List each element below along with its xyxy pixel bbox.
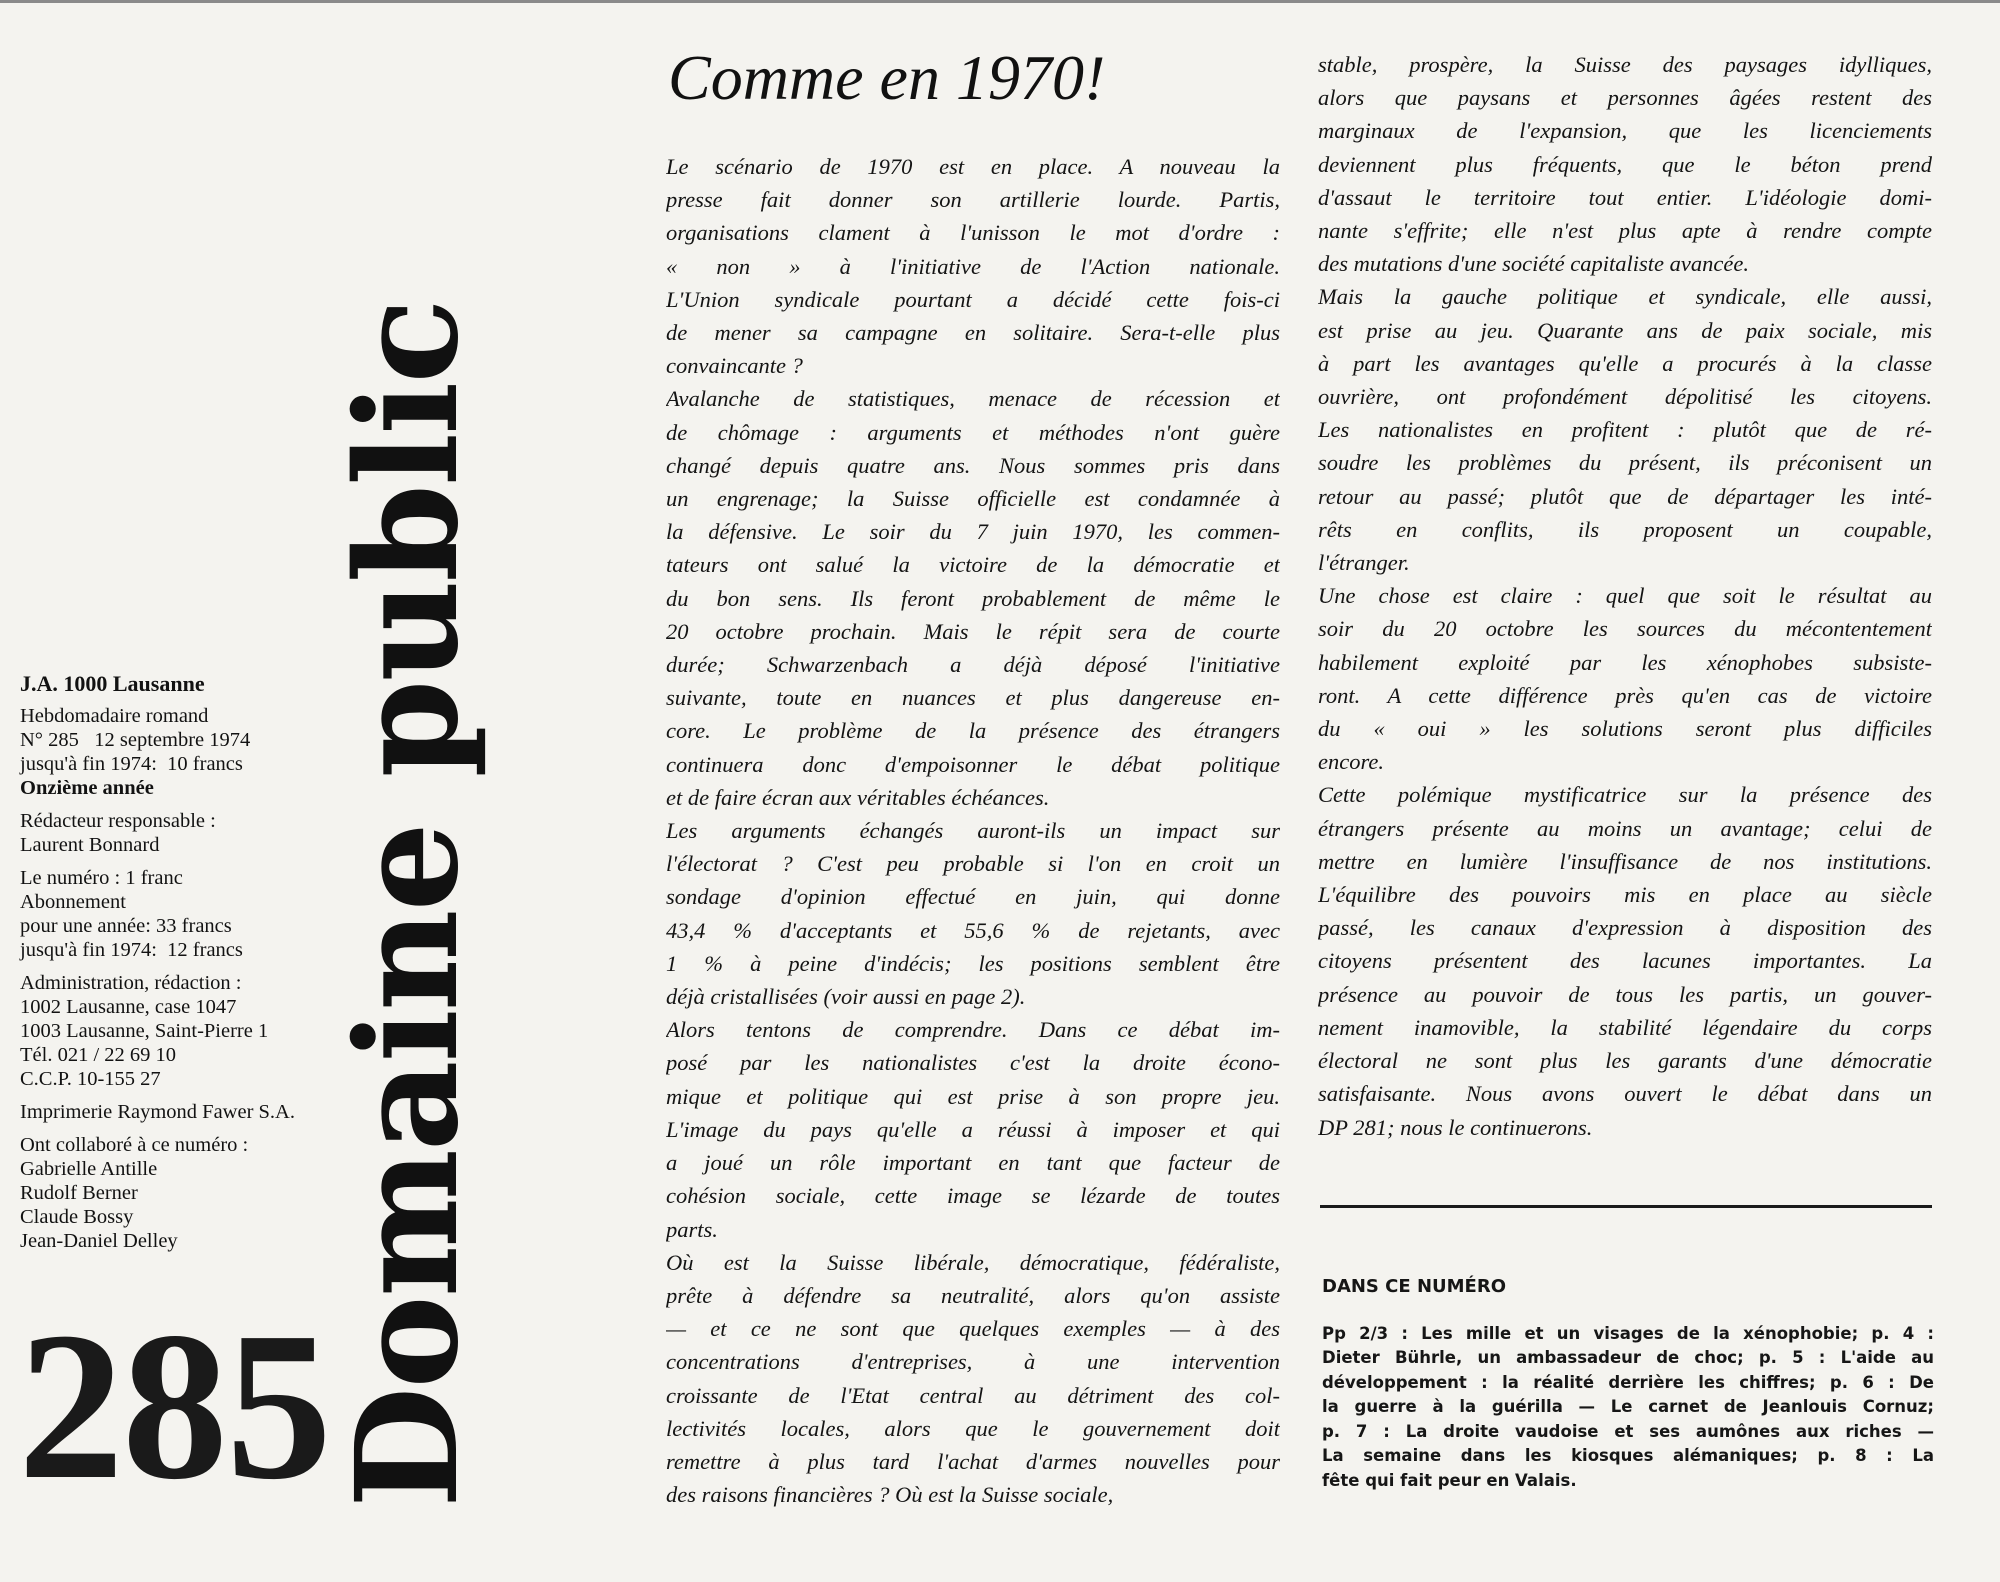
publication-line: Onzième année (20, 777, 154, 799)
article-line: retour au passé; plutôt que de départager les inté- (1318, 483, 1932, 509)
article-line: du « oui » les solutions seront plus difficiles (1318, 716, 1932, 742)
masthead-title: Domaine public (326, 300, 490, 1508)
article-line: mettre en lumière l'insuffisance de nos institutions. (1318, 848, 1932, 874)
article-line: concentrations d'entreprises, à une intervention (666, 1349, 1280, 1375)
article-line: core. Le problème de la présence des étrangers (666, 718, 1280, 744)
article-line: marginaux de l'expansion, que les licenciements (1318, 118, 1932, 144)
article-line: — et ce ne sont que quelques exemples — à des (666, 1316, 1280, 1342)
article-line: d'assaut le territoire tout entier. L'idéologie domi- (1318, 184, 1932, 210)
collaborator-name: Rudolf Berner (20, 1182, 138, 1204)
article-line: Une chose est claire : quel que soit le résultat au (1318, 583, 1932, 609)
collaborator-name: Gabrielle Antille (20, 1158, 158, 1180)
collaborator-name: Jean-Daniel Delley (20, 1230, 178, 1252)
article-line: tateurs ont salué la victoire de la démocratie et (666, 552, 1280, 578)
issue-number: 285 (18, 1288, 330, 1523)
section-divider (1320, 1205, 1932, 1208)
article-line: Les arguments échangés auront-ils un impact sur (666, 818, 1280, 844)
address-line: 1002 Lausanne, case 1047 (20, 996, 237, 1018)
publication-line: N° 285 12 septembre 1974 (20, 729, 251, 751)
article-line: croissante de l'Etat central au détriment des col- (666, 1382, 1280, 1408)
article-line: à part les avantages qu'elle a procurés à la classe (1318, 350, 1932, 376)
article-line: ront. A cette différence près qu'en cas de victoire (1318, 682, 1932, 708)
contents-title: DANS CE NUMÉRO (1322, 1276, 1506, 1297)
article-line: Alors tentons de comprendre. Dans ce débat im- (666, 1017, 1280, 1043)
price-line: Le numéro : 1 franc (20, 867, 183, 889)
article-line: du bon sens. Ils feront probablement de même le (666, 585, 1280, 611)
article-line: lectivités locales, alors que le gouvernement doit (666, 1415, 1280, 1441)
price-line: pour une année: 33 francs (20, 915, 232, 937)
article-line: et de faire écran aux véritables échéances. (666, 784, 1050, 810)
article-line: parts. (666, 1216, 718, 1242)
contents-line: fête qui fait peur en Valais. (1322, 1470, 1577, 1490)
article-line: prête à défendre sa neutralité, alors qu'on assiste (666, 1282, 1280, 1308)
article-line: habilement exploité par les xénophobes subsiste- (1318, 649, 1932, 675)
contents-line: Pp 2/3 : Les mille et un visages de la xénophobie; p. 4 : (1322, 1323, 1934, 1343)
article-line: déjà cristallisées (voir aussi en page 2). (666, 984, 1026, 1010)
article-line: nante s'effrite; elle n'est plus apte à rendre compte (1318, 218, 1932, 244)
article-line: 43,4 % d'acceptants et 55,6 % de rejetants, avec (666, 917, 1280, 943)
article-line: Avalanche de statistiques, menace de récession et (666, 386, 1280, 412)
article-line: DP 281; nous le continuerons. (1318, 1114, 1593, 1140)
article-line: L'Union syndicale pourtant a décidé cette fois-ci (666, 286, 1280, 312)
printer-info: Imprimerie Raymond Fawer S.A. (20, 1101, 295, 1123)
address-line: Tél. 021 / 22 69 10 (20, 1044, 177, 1066)
article-line: durée; Schwarzenbach a déjà déposé l'initiative (666, 652, 1280, 678)
article-line: a joué un rôle important en tant que facteur de (666, 1150, 1280, 1176)
article-line: de chômage : arguments et méthodes n'ont guère (666, 419, 1280, 445)
article-line: Le scénario de 1970 est en place. A nouveau la (666, 154, 1280, 179)
article-headline: Comme en 1970! (668, 42, 1106, 113)
contents-line: Dieter Bührle, un ambassadeur de choc; p. 5 : L'aide au (1322, 1348, 1934, 1367)
article-line: 1 % à peine d'indécis; les positions semblent être (666, 950, 1280, 976)
article-line: la défensive. Le soir du 7 juin 1970, les commen- (666, 519, 1280, 545)
contents-line: la guerre à la guérilla — Le carnet de Jeanlouis Cornuz; (1322, 1397, 1934, 1416)
article-line: satisfaisante. Nous avons ouvert le débat dans un (1318, 1081, 1932, 1107)
collaborator-name: Claude Bossy (20, 1206, 134, 1228)
article-line: mique et politique qui est prise à son propre jeu. (666, 1083, 1280, 1109)
collaborators-label: Ont collaboré à ce numéro : (20, 1134, 249, 1156)
editor-line: Rédacteur responsable : (20, 810, 216, 832)
article-line: « non » à l'initiative de l'Action nationale. (666, 253, 1280, 279)
article-line: cohésion sociale, cette image se lézarde de toutes (666, 1183, 1280, 1209)
article-line: remettre à plus tard l'achat d'armes nouvelles pour (666, 1448, 1280, 1474)
article-line: L'équilibre des pouvoirs mis en place au siècle (1318, 882, 1932, 908)
article-line: suivante, toute en nuances et plus dangereuse en- (666, 685, 1280, 711)
address-line: 1003 Lausanne, Saint-Pierre 1 (20, 1020, 269, 1042)
article-line: Cette polémique mystificatrice sur la présence des (1318, 782, 1932, 808)
publication-line: Hebdomadaire romand (20, 705, 209, 727)
address-line: C.C.P. 10-155 27 (20, 1068, 161, 1090)
article-line: stable, prospère, la Suisse des paysages idylliques, (1318, 52, 1932, 77)
article-line: Mais la gauche politique et syndicale, elle aussi, (1318, 284, 1932, 310)
price-line: jusqu'à fin 1974: 12 francs (20, 939, 243, 961)
article-line: presse fait donner son artillerie lourde. Partis, (666, 187, 1280, 213)
publication-line: jusqu'à fin 1974: 10 francs (20, 753, 243, 775)
article-line: posé par les nationalistes c'est la droite écono- (666, 1050, 1280, 1076)
article-line: alors que paysans et personnes âgées restent des (1318, 85, 1932, 111)
article-line: Les nationalistes en profitent : plutôt que de ré- (1318, 417, 1932, 443)
article-line: ouvrière, ont profondément dépolitisé les citoyens. (1318, 384, 1932, 410)
top-border-rule (0, 0, 2000, 3)
article-line: nement inamovible, la stabilité légendaire du corps (1318, 1014, 1932, 1040)
article-line: soir du 20 octobre les sources du mécontentement (1318, 616, 1932, 642)
article-line: un engrenage; la Suisse officielle est condamnée à (666, 486, 1280, 512)
contents-line: développement : la réalité derrière les chiffres; p. 6 : De (1322, 1372, 1934, 1392)
article-line: l'étranger. (1318, 550, 1410, 576)
article-line: encore. (1318, 749, 1385, 775)
article-line: deviennent plus fréquents, que le béton prend (1318, 151, 1932, 177)
article-line: 20 octobre prochain. Mais le répit sera de courte (666, 618, 1280, 644)
contents-text (1322, 1322, 1934, 1494)
article-line: L'image du pays qu'elle a réussi à imposer et qui (666, 1116, 1280, 1142)
price-line: Abonnement (20, 891, 126, 913)
article-line: citoyens présentent des lacunes importantes. La (1318, 948, 1932, 974)
article-line: étrangers présente au moins un avantage; celui de (1318, 815, 1932, 841)
article-column-2 (1318, 48, 1932, 1144)
article-line: changé depuis quatre ans. Nous sommes pris dans (666, 452, 1280, 478)
article-column-1 (666, 150, 1280, 1511)
contents-box (1322, 1275, 1934, 1493)
article-line: de mener sa campagne en solitaire. Sera-t-elle plus (666, 320, 1280, 346)
address-line: Administration, rédaction : (20, 972, 242, 994)
article-line: soudre les problèmes du présent, ils préconisent un (1318, 450, 1932, 476)
postal-mark: J.A. 1000 Lausanne (20, 671, 205, 696)
article-line: continuera donc d'empoisonner le débat politique (666, 751, 1280, 777)
contents-line: La semaine dans les kiosques alémaniques; p. 8 : La (1322, 1446, 1934, 1465)
article-line: est prise au jeu. Quarante ans de paix sociale, mis (1318, 317, 1932, 343)
article-line: convaincante ? (666, 353, 803, 379)
article-line: l'électorat ? C'est peu probable si l'on en croit un (666, 851, 1280, 877)
editor-line: Laurent Bonnard (20, 834, 160, 856)
article-line: rêts en conflits, ils proposent un coupable, (1318, 516, 1932, 542)
article-line: passé, les canaux d'expression à disposition des (1318, 915, 1932, 941)
contents-line: p. 7 : La droite vaudoise et ses aumônes aux riches — (1322, 1421, 1934, 1441)
article-line: sondage d'opinion effectué en juin, qui donne (666, 884, 1280, 910)
article-line: électoral ne sont plus les garants d'une démocratie (1318, 1048, 1932, 1074)
article-line: des mutations d'une société capitaliste avancée. (1318, 251, 1749, 277)
article-line: organisations clament à l'unisson le mot d'ordre : (666, 220, 1280, 246)
article-line: Où est la Suisse libérale, démocratique, fédéraliste, (666, 1249, 1280, 1275)
article-line: des raisons financières ? Où est la Suisse sociale, (666, 1482, 1114, 1508)
article-line: présence au pouvoir de tous les partis, un gouver- (1318, 981, 1932, 1007)
